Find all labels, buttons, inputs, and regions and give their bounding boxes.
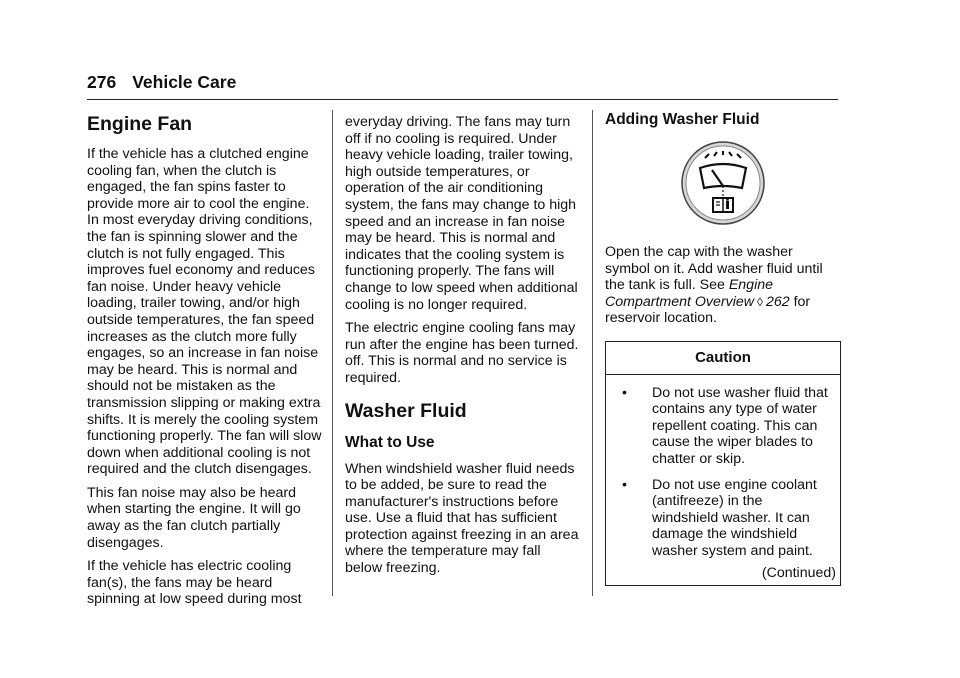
- column-1: [87, 112, 325, 615]
- cross-reference-link[interactable]: Engine Compartment Overview: [605, 277, 774, 310]
- bullet: •: [622, 384, 627, 401]
- what-to-use-heading: What to Use: [345, 433, 435, 451]
- paragraph: [605, 244, 841, 327]
- paragraph: When windshield washer fluid needs to be added, be sure to read the manufacturer's instructions before use. Use a fluid that has sufficient protection against freezing in an area where the temperature may fall below freezing.: [345, 460, 579, 577]
- caution-item-text: Do not use engine coolant (antifreeze) in the windshield washer. It can damage the windshield washer system and paint.: [652, 476, 817, 559]
- continued-label: (Continued): [761, 564, 836, 581]
- page-ref-arrow-icon: ◊: [757, 294, 763, 309]
- caution-list: [606, 375, 840, 560]
- caution-title: Caution: [606, 342, 840, 375]
- column-divider-2: [592, 110, 593, 596]
- column-3: [605, 110, 841, 586]
- column-2: [345, 114, 581, 584]
- caution-item: [616, 385, 832, 468]
- washer-fluid-symbol-icon: [678, 138, 768, 228]
- caution-box: [605, 341, 841, 586]
- caution-item: [616, 477, 832, 560]
- column-divider-1: [332, 110, 333, 596]
- paragraph: everyday driving. The fans may turn off if no cooling is required. Under heavy vehicle loading, trailer towing, high outside temperatures, or operation of the air conditioning system, the fans may change to high speed and an increase in fan noise may be heard. This is normal and indicates that the cooling system is functioning properly. The fans will change to low speed when additional cooling is no longer required.: [345, 114, 578, 313]
- engine-fan-heading: Engine Fan: [87, 113, 193, 135]
- adding-washer-fluid-heading: Adding Washer Fluid: [605, 111, 760, 128]
- text-span: for reservoir location.: [605, 293, 811, 327]
- paragraph: The electric engine cooling fans may run after the engine has been turned. off. This is normal and no service is required.: [345, 320, 579, 386]
- bullet: •: [622, 476, 627, 493]
- caution-item-text: Do not use washer fluid that contains any type of water repellent coating. This can cause the wiper blades to chatter or skip.: [652, 384, 828, 467]
- paragraph: If the vehicle has electric cooling fan(s), the fans may be heard spinning at low speed during most: [87, 558, 302, 608]
- washer-fluid-heading: Washer Fluid: [345, 399, 467, 422]
- page-number: 276: [87, 72, 117, 92]
- paragraph: If the vehicle has a clutched engine cooling fan, when the clutch is engaged, the fan spins faster to provide more air to cool the engine. In most everyday driving conditions, the fan is spinning slower and the clutch is not fully engaged. This improves fuel economy and reduces fan noise. Under heavy vehicle loading, trailer towing, and/or high outside temperatures, the fan speed increases as the clutch more fully engages, so an increase in fan noise may be heard. This is normal and should not be mistaken as the transmission slipping or making extra shifts. It is merely the cooling system functioning properly. The fan will slow down when additional cooling is not required and the clutch disengages.: [87, 146, 322, 478]
- paragraph: This fan noise may also be heard when starting the engine. It will go away as the fan clutch partially disengages.: [87, 484, 301, 551]
- page-reference: 262: [765, 293, 790, 310]
- page-header: [87, 71, 838, 100]
- text-span: Open the cap with the washer symbol on it. Add washer fluid until the tank is full. See: [605, 244, 823, 294]
- section-title: Vehicle Care: [132, 72, 237, 92]
